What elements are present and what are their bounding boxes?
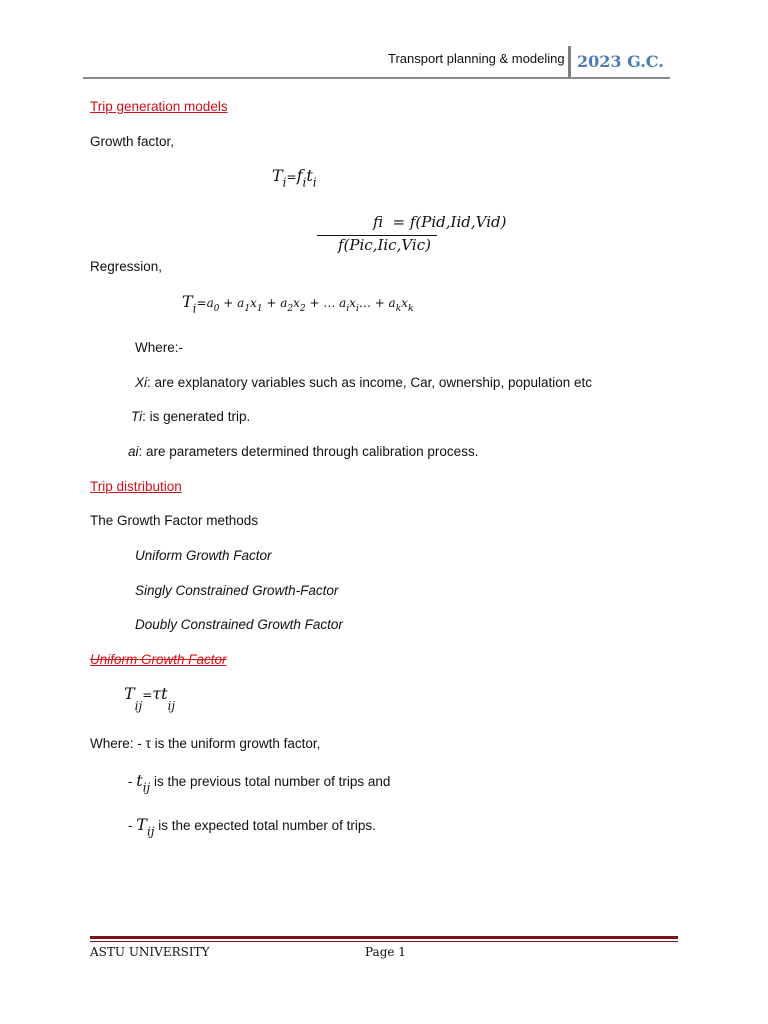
xi-definition: [135, 375, 592, 390]
heading-trip-distribution[interactable]: Trip distribution: [90, 479, 182, 494]
ti-desc: : is generated trip.: [142, 409, 251, 424]
regression-label: Regression,: [90, 259, 163, 274]
tij-upper-desc: is the expected total number of trips.: [154, 818, 376, 833]
ai-var: ai: [128, 444, 139, 459]
equation-ti-fi-ti: $T_i=f_it_i$: [272, 166, 317, 190]
ti-var: Ti: [131, 409, 143, 424]
where-tau: Where: - τ is the uniform growth factor,: [90, 736, 321, 751]
header-title: Transport planning & modeling: [388, 51, 565, 66]
heading-uniform-growth-factor[interactable]: Uniform Growth Factor: [90, 652, 227, 667]
equation-regression: $T_i=a_0 + a_1x_1 + a_2x_2$ + … $a_ix_i\dots + a_kx_k$: [182, 292, 414, 316]
growth-factor-methods: The Growth Factor methods: [90, 513, 259, 528]
growth-factor-label: Growth factor,: [90, 134, 175, 149]
footer-rule-thick: [90, 936, 678, 939]
footer-rule-thin: [90, 941, 678, 942]
xi-var: Xi: [135, 375, 148, 390]
tij-lower-definition: [128, 771, 390, 794]
method-doubly: Doubly Constrained Growth Factor: [135, 617, 343, 632]
method-singly: Singly Constrained Growth-Factor: [135, 583, 339, 598]
heading-trip-generation[interactable]: Trip generation models: [90, 99, 228, 114]
header-year: 2023 G.C.: [577, 52, 664, 71]
equation-tij-tau-tij: $T_{ij}=\tau t_{ij}$: [124, 684, 176, 713]
tij-lower-desc: is the previous total number of trips and: [150, 774, 391, 789]
method-uniform: Uniform Growth Factor: [135, 548, 272, 563]
header-separator: [568, 46, 571, 78]
footer-university: ASTU UNIVERSITY: [90, 945, 210, 959]
footer-page-number: Page 1: [365, 945, 406, 959]
header-rule: [83, 77, 670, 79]
xi-desc: : are explanatory variables such as income, Car, ownership, population etc: [147, 375, 593, 390]
equation-fi-numerator: fi = f(Pid,Iid,Vid): [373, 213, 507, 231]
where-label: Where:-: [135, 340, 184, 355]
ai-definition: [128, 444, 478, 459]
tij-lower-symbol: $t_{ij}$: [136, 771, 151, 795]
dash-1: -: [128, 774, 133, 789]
ai-desc: : are parameters determined through calibration process.: [138, 444, 479, 459]
dash-2: -: [128, 818, 133, 833]
tij-upper-symbol: $T_{ij}$: [136, 815, 155, 839]
ti-definition: [131, 409, 250, 424]
equation-fi-denominator: f(Pic,Iic,Vic): [338, 236, 431, 254]
tij-upper-definition: [128, 815, 376, 838]
